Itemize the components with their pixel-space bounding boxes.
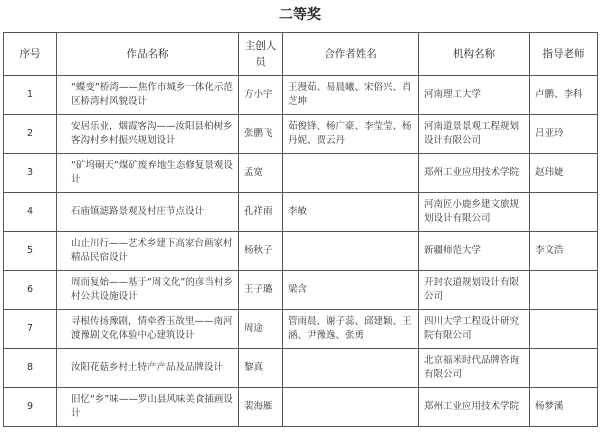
- cell-org: 开封农道规划设计有限公司: [419, 271, 530, 310]
- award-title: 二等奖: [279, 7, 321, 23]
- cell-seq: 6: [4, 271, 57, 310]
- table-row: [4, 310, 598, 349]
- table-row: [4, 271, 598, 310]
- cell-seq: 7: [4, 310, 57, 349]
- cell-org: 新疆师范大学: [419, 232, 530, 271]
- cell-teacher: [530, 310, 598, 349]
- table-row: [4, 115, 598, 154]
- table-row: [4, 349, 598, 388]
- table-row: [4, 232, 598, 271]
- cell-lead: 王子璐: [239, 271, 283, 310]
- cell-org: 河南道景景观工程规划设计有限公司: [419, 115, 530, 154]
- header-row: [4, 33, 598, 76]
- cell-lead: 方小宇: [239, 76, 283, 115]
- cell-partners: 茹俊锋、杨广豪、李莹莹、杨丹妮、贾云丹: [283, 115, 419, 154]
- table-row: [4, 388, 598, 427]
- table-row: [4, 154, 598, 193]
- cell-partners: 管雨晨、谢子蕊、邱建颖、王涵、尹豫逸、张勇: [283, 310, 419, 349]
- cell-lead: 孟宽: [239, 154, 283, 193]
- cell-work: 汝阳花菇乡村土特产产品及品牌设计: [57, 349, 239, 388]
- cell-teacher: 李文浩: [530, 232, 598, 271]
- cell-partners: [283, 349, 419, 388]
- cell-partners: [283, 232, 419, 271]
- cell-partners: 梁含: [283, 271, 419, 310]
- cell-seq: 2: [4, 115, 57, 154]
- cell-work: 周而复始——基于“周文化”的彦当村乡村公共设施设计: [57, 271, 239, 310]
- cell-lead: 杨秋子: [239, 232, 283, 271]
- cell-work: 山止川行——艺术乡建下高家台画家村精品民宿设计: [57, 232, 239, 271]
- cell-partners: 王漫茹、易晨曦、宋俗兴、肖芝坤: [283, 76, 419, 115]
- cell-org: 河南匠小鹿乡建文旅规划设计有限公司: [419, 193, 530, 232]
- award-table: [3, 32, 598, 427]
- cell-work: 旧忆“乡”味——罗山县风味美食插画设计: [57, 388, 239, 427]
- header-work: 作品名称: [57, 33, 239, 76]
- cell-org: 北京福米时代品牌咨询有限公司: [419, 349, 530, 388]
- cell-org: 四川大学工程设计研究院有限公司: [419, 310, 530, 349]
- cell-lead: 周途: [239, 310, 283, 349]
- table-row: [4, 76, 598, 115]
- cell-partners: [283, 154, 419, 193]
- cell-seq: 4: [4, 193, 57, 232]
- cell-teacher: [530, 193, 598, 232]
- cell-partners: 李敏: [283, 193, 419, 232]
- cell-org: 郑州工业应用技术学院: [419, 388, 530, 427]
- table-row: [4, 193, 598, 232]
- cell-teacher: 赵玮婕: [530, 154, 598, 193]
- cell-partners: [283, 388, 419, 427]
- cell-lead: 张鹏飞: [239, 115, 283, 154]
- cell-teacher: 卢鹏、李科: [530, 76, 598, 115]
- cell-lead: 孔祥雨: [239, 193, 283, 232]
- cell-work: “蝶变”桥湾——焦作市城乡一体化示范区桥湾村风貌设计: [57, 76, 239, 115]
- cell-work: 安居乐业，烟霞客沟——汝阳县柏树乡客沟村乡村振兴规划设计: [57, 115, 239, 154]
- header-seq: 序号: [4, 33, 57, 76]
- cell-org: 河南理工大学: [419, 76, 530, 115]
- header-partners: 合作者姓名: [283, 33, 419, 76]
- cell-seq: 1: [4, 76, 57, 115]
- cell-teacher: [530, 271, 598, 310]
- header-lead: 主创人员: [239, 33, 283, 76]
- header-teacher: 指导老师: [530, 33, 598, 76]
- cell-teacher: [530, 349, 598, 388]
- cell-seq: 9: [4, 388, 57, 427]
- cell-lead: 裴海雁: [239, 388, 283, 427]
- header-org: 机构名称: [419, 33, 530, 76]
- cell-teacher: 杨梦溪: [530, 388, 598, 427]
- cell-seq: 8: [4, 349, 57, 388]
- cell-teacher: 吕亚玲: [530, 115, 598, 154]
- cell-lead: 黎真: [239, 349, 283, 388]
- cell-work: “矿坞硐天”煤矿废弃地生态修复景观设计: [57, 154, 239, 193]
- cell-work: 寻根传扬豫剧，情牵香玉故里——南河渡豫剧文化体验中心建筑设计: [57, 310, 239, 349]
- cell-org: 郑州工业应用技术学院: [419, 154, 530, 193]
- cell-seq: 3: [4, 154, 57, 193]
- cell-seq: 5: [4, 232, 57, 271]
- cell-work: 石庙镇滤路景观及村庄节点设计: [57, 193, 239, 232]
